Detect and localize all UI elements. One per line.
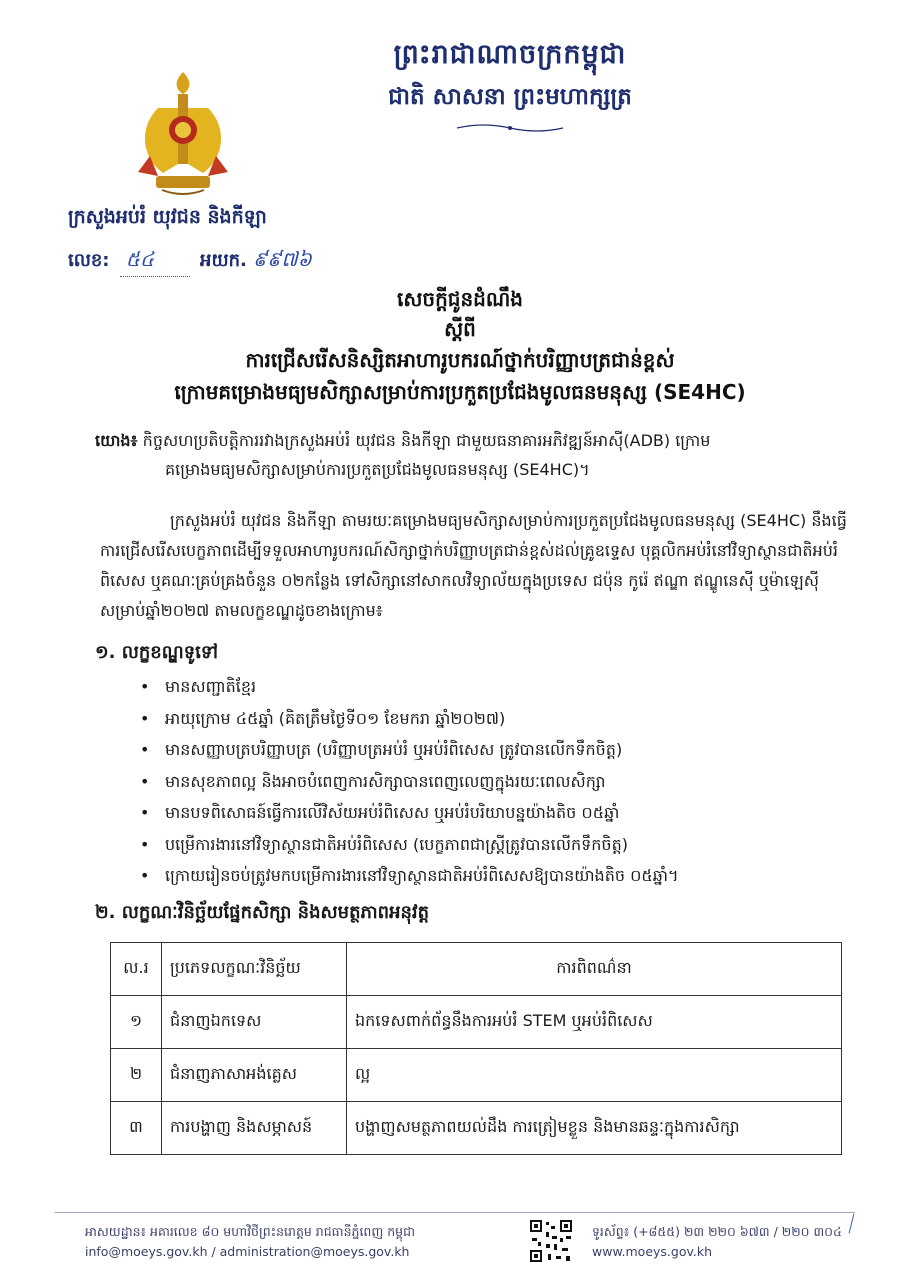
qr-code-icon — [528, 1218, 574, 1264]
section-2-heading: ២. លក្ខណៈវិនិច្ឆ័យផ្នែកសិក្សា និងសមត្ថភាពអនុវត្ត — [95, 902, 430, 923]
list-item: • ក្រោយរៀនចប់ត្រូវមកបម្រើការងារនៅវិទ្យាស្ថានជាតិអប់រំពិសេសឱ្យបានយ៉ាងតិច ០៥ឆ្នាំ។ — [140, 860, 860, 892]
list-item: • មានសុខភាពល្អ និងអាចបំពេញការសិក្សាបានពេញលេញក្នុងរយៈពេលសិក្សា — [140, 766, 860, 798]
kingdom-header — [300, 38, 720, 138]
title-line-2: ស្ដីពី — [444, 317, 476, 341]
cell-description: បង្ហាញសមត្ថភាពយល់ដឹង ការត្រៀមខ្លួន និងមានឆន្ទៈក្នុងការសិក្សា — [347, 1102, 842, 1155]
table-row — [111, 1049, 842, 1102]
bullet-icon: • — [140, 740, 150, 759]
bullet-icon: • — [140, 866, 150, 885]
ref-number: ៥៤ — [125, 247, 155, 271]
list-item: • មានបទពិសោធន៍ធ្វើការលើវិស័យអប់រំពិសេស ឬអប់រំបរិយាបន្នយ៉ាងតិច ០៥ឆ្នាំ — [140, 797, 860, 829]
column-header-description: ការពិពណ៌នា — [347, 943, 842, 996]
column-header-number: ល.រ — [111, 943, 162, 996]
list-item: • អាយុក្រោម ៤៥ឆ្នាំ (គិតត្រឹមថ្ងៃទី០១ ខែមករា ឆ្នាំ២០២៧) — [140, 703, 860, 735]
section-1-heading: ១. លក្ខខណ្ឌទូទៅ — [95, 642, 218, 663]
cell-type: ជំនាញឯកទេស — [162, 996, 347, 1049]
notice-title — [60, 284, 860, 408]
footer-divider — [55, 1212, 855, 1213]
list-item: • មានសញ្ញាបត្របរិញ្ញាបត្រ (បរិញ្ញាបត្រអប់រំ ឬអប់រំពិសេស ត្រូវបានលើកទឹកចិត្ត) — [140, 734, 860, 766]
bullet-icon: • — [140, 834, 150, 854]
cell-number: ១ — [111, 996, 162, 1049]
ornament-divider-icon — [455, 122, 565, 134]
footer-website: www.moeys.gov.kh — [592, 1244, 713, 1259]
table-row — [111, 1102, 842, 1155]
reference-basis — [95, 426, 855, 484]
royal-emblem-icon — [128, 68, 238, 198]
reference-number — [68, 246, 318, 277]
title-line-1: សេចក្ដីជូនដំណឹង — [397, 287, 523, 311]
footer-phone-web — [592, 1222, 842, 1262]
ref-suffix: អយក. — [200, 250, 247, 271]
footer-phone: ទូរស័ព្ទ៖ (+៨៥៥) ២៣ ២២០ ៦៧៣ / ២២០ ៣០៤ — [592, 1224, 842, 1239]
criteria-table — [110, 942, 842, 1155]
column-header-type: ប្រភេទលក្ខណៈវិនិច្ឆ័យ — [162, 943, 347, 996]
footer-contact — [85, 1222, 415, 1262]
cell-number: ៣ — [111, 1102, 162, 1155]
cell-description: ឯកទេសពាក់ព័ន្ធនឹងការអប់រំ STEM ឬអប់រំពិសេស — [347, 996, 842, 1049]
bullet-icon: • — [140, 803, 150, 822]
basis-text-2: គម្រោងមធ្យមសិក្សាសម្រាប់ការប្រកួតប្រជែងមូលធនមនុស្ស (SE4HC)។ — [165, 460, 590, 479]
footer-emails: info@moeys.gov.kh / administration@moeys.gov.kh — [85, 1244, 410, 1259]
list-item: • បម្រើការងារនៅវិទ្យាស្ថានជាតិអប់រំពិសេស (បេក្ខភាពជាស្ត្រីត្រូវបានលើកទឹកចិត្ត) — [140, 829, 860, 861]
cell-type: ការបង្ហាញ និងសម្ភាសន៍ — [162, 1102, 347, 1155]
bullet-icon: • — [140, 771, 150, 791]
national-motto: ជាតិ សាសនា ព្រះមហាក្សត្រ — [388, 84, 632, 110]
basis-text-1: កិច្ចសហប្រតិបត្តិការរវាងក្រសួងអប់រំ យុវជន និងកីឡា ជាមួយធនាគារអភិវឌ្ឍន៍អាស៊ី(ADB) ក្រោម — [142, 431, 711, 450]
ref-code: ៩៩៧៦ — [252, 247, 312, 271]
page-mark: ᛁ — [843, 1212, 857, 1237]
title-line-4: ក្រោមគម្រោងមធ្យមសិក្សាសម្រាប់ការប្រកួតប្រជែងមូលធនមនុស្ស (SE4HC) — [174, 380, 746, 404]
table-row — [111, 996, 842, 1049]
cell-type: ជំនាញភាសាអង់គ្លេស — [162, 1049, 347, 1102]
general-conditions-list — [140, 671, 860, 892]
basis-label: យោង៖ — [95, 431, 138, 450]
bullet-icon: • — [140, 708, 150, 728]
body-paragraph: ក្រសួងអប់រំ យុវជន និងកីឡា តាមរយៈគម្រោងមធ្យមសិក្សាសម្រាប់ការប្រកួតប្រជែងមូលធនមនុស្ស (SE4HC) នឹងធ្វើការជ្រើសរើសបេក្ខភាពដើម្បីទទួលអាហារូបករណ៍សិក្សាថ្នាក់បរិញ្ញាបត្រជាន់ខ្ពស់ដល់គ្រូឧទ្ទេស បុគ្គលិកអប់រំនៅវិទ្យាស្ថានជាតិអប់រំពិសេស ឬគណៈគ្រប់គ្រងចំនួន ០២កន្លែង ទៅសិក្សានៅសាកលវិទ្យាល័យក្នុងប្រទេស ជប៉ុន កូរ៉េ ឥណ្ឌា ឥណ្ឌូនេស៊ី ឬម៉ាឡេស៊ី សម្រាប់ឆ្នាំ២០២៧ តាមលក្ខខណ្ឌដូចខាងក្រោម៖ — [100, 511, 847, 620]
cell-number: ២ — [111, 1049, 162, 1102]
title-line-3: ការជ្រើសរើសនិស្សិតអាហារូបករណ៍ថ្នាក់បរិញ្ញាបត្រជាន់ខ្ពស់ — [245, 348, 675, 372]
kingdom-title: ព្រះរាជាណាចក្រកម្ពុជា — [393, 39, 627, 70]
footer-address: អាសយដ្ឋាន៖ អគារលេខ ៨០ មហាវិថីព្រះនរោត្តម រាជធានីភ្នំពេញ កម្ពុជា — [85, 1224, 415, 1239]
cell-description: ល្អ — [347, 1049, 842, 1102]
ref-label: លេខ: — [68, 250, 110, 271]
table-header-row — [111, 943, 842, 996]
ministry-name: ក្រសួងអប់រំ យុវជន និងកីឡា — [68, 206, 267, 228]
list-item: • មានសញ្ជាតិខ្មែរ — [140, 671, 860, 703]
bullet-icon: • — [140, 677, 150, 696]
ref-number-line — [120, 246, 190, 277]
